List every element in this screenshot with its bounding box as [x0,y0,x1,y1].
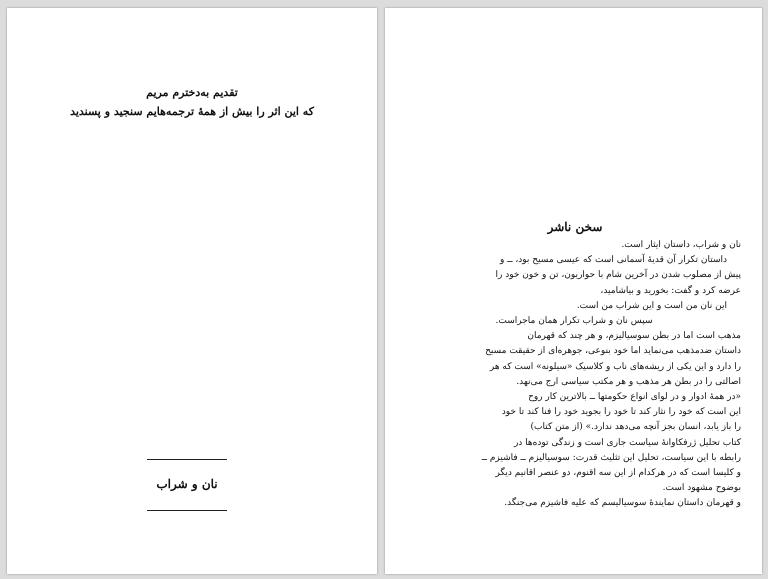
text-line: این نان من است و این شراب من است. [576,300,727,311]
text-line: این است که خود را نثار کند تا خود را بجوید خود را فنا کند تا خود [501,407,741,418]
text-line: پیش از مصلوب شدن در آخرین شام با حواریون، تن و خون خود را [495,270,741,281]
text-line: و قهرمان داستان نمایندهٔ سوسیالیسم که علیه فاشیزم می‌جنگد. [504,498,741,509]
text-line: را باز یابد، انسان بجز آنچه می‌دهد ندارد.» (از متن کتاب) [530,422,741,433]
text-line: بوضوح مشهود است. [662,483,741,494]
text-line: نان و شراب، داستان ایثار است. [621,240,741,250]
text-line: داستان تکرار آن قدیهٔ آسمانی است که عیسی مسیح بود، ــ و [500,255,727,266]
dedication-line-2: که این اثر را بیش از همهٔ ترجمه‌هایم سنجید و پسندید [70,105,314,118]
text-line: مذهب است اما در بطن سوسیالیزم، و هر چند که قهرمان [527,331,741,342]
text-line: را دارد و این یکی از ریشه‌های ناب و کلاسیک «سیلونه» است که هر [489,361,741,372]
text-line: و کلیسا است که در هرکدام از این سه اقنوم، دو عنصر اقانیم دیگر [495,468,741,479]
text-line: عرضه کرد و گفت: بخورید و بیاشامید، [600,285,741,296]
text-line: رابطه با این سیاست، تحلیل این تثلیث قدرت: سوسیالیزم ــ فاشیزم ــ [481,452,741,463]
left-page [7,8,377,574]
text-line: «در همهٔ ادوار و در لوای انواع حکومتها ــ بالاترین کار روح [528,392,741,403]
publisher-note-body [407,238,741,512]
text-line: داستان ضدمذهب می‌نماید اما خود بنوعی، جوهره‌ای از حقیقت مسیح [485,346,741,357]
text-line: کتاب تحلیل ژرفکاوانهٔ سیاست جاری است و زندگی توده‌ها در [513,437,741,448]
title-rule-bottom [147,510,227,511]
book-title: نان و شراب [156,477,218,491]
right-page [385,8,762,574]
page-heading: سخن ناشر [547,220,603,234]
text-line: اصالتی را در بطن هر مذهب و هر مکتب سیاسی ارج می‌نهد. [516,376,741,387]
title-rule-top [147,459,227,460]
dedication [25,83,359,121]
text-line: سپس نان و شراب تکرار همان ماجراست. [495,316,653,327]
dedication-line-1: تقدیم به‌دخترم مریم [146,86,238,99]
